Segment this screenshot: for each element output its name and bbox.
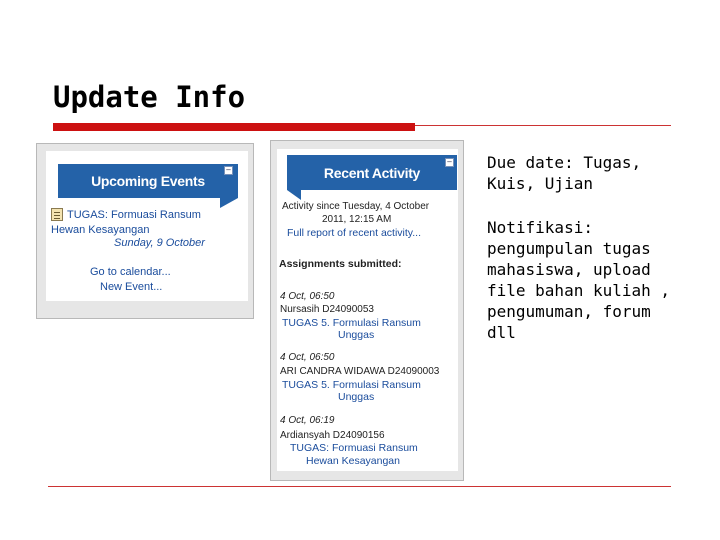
activity-since-line1: Activity since Tuesday, 4 October [282,201,430,212]
go-to-calendar-link[interactable]: Go to calendar... [90,266,171,278]
notification-line3: mahasiswa, upload [487,260,651,279]
title-divider-line [415,125,671,126]
entry-task-line2[interactable]: Hewan Kesayangan [306,455,400,467]
notification-line1: Notifikasi: [487,218,593,237]
due-date-line1: Due date: Tugas, [487,153,642,172]
event-title-line2[interactable]: Hewan Kesayangan [51,224,150,236]
assignments-heading: Assignments submitted: [279,258,402,270]
notification-line6: dll [487,323,516,342]
event-date: Sunday, 9 October [114,237,205,249]
entry-time: 4 Oct, 06:19 [280,415,335,426]
entry-task-line1[interactable]: TUGAS 5. Formulasi Ransum [282,379,421,391]
entry-time: 4 Oct, 06:50 [280,352,335,363]
footer-divider-line [48,486,671,487]
due-date-line2: Kuis, Ujian [487,174,593,193]
event-title-line1[interactable]: TUGAS: Formuasi Ransum [67,209,201,221]
entry-time: 4 Oct, 06:50 [280,291,335,302]
notification-line5: pengumuman, forum [487,302,651,321]
new-event-link[interactable]: New Event... [100,281,163,293]
entry-user[interactable]: Nursasih D24090053 [280,304,374,315]
entry-task-line2[interactable]: Unggas [338,329,375,341]
entry-user[interactable]: ARI CANDRA WIDAWA D24090003 [280,366,440,377]
upcoming-events-header: Upcoming Events [58,164,238,198]
title-accent-bar [53,123,415,131]
entry-task-line1[interactable]: TUGAS: Formuasi Ransum [290,442,418,454]
notification-line4: file bahan kuliah , [487,281,671,300]
notification-line2: pengumpulan tugas [487,239,651,258]
entry-user[interactable]: Ardiansyah D24090156 [280,430,385,441]
header-fold [287,190,301,200]
entry-task-line1[interactable]: TUGAS 5. Formulasi Ransum [282,317,421,329]
minimize-icon[interactable]: – [445,158,454,167]
minimize-icon[interactable]: – [224,166,233,175]
activity-since-line2: 2011, 12:15 AM [322,214,392,225]
full-report-link[interactable]: Full report of recent activity... [287,227,422,239]
entry-task-line2[interactable]: Unggas [338,391,375,403]
recent-activity-header: Recent Activity [287,155,457,190]
header-fold [220,198,238,208]
slide-title: Update Info [53,80,246,114]
note-icon [51,208,63,221]
